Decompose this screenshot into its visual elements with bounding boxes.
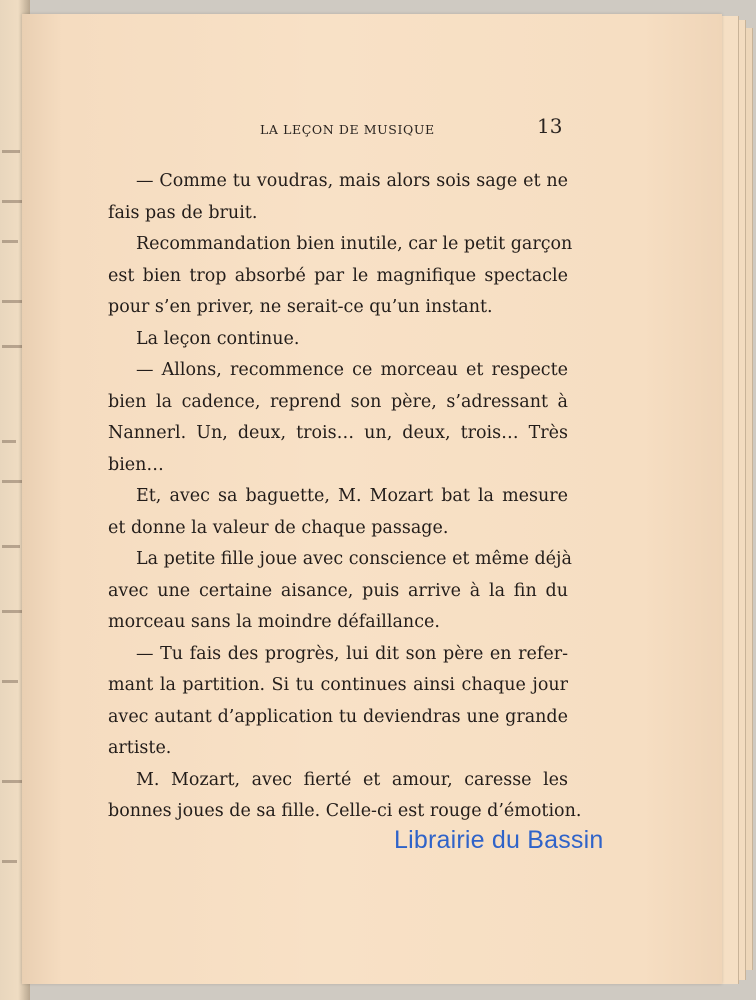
text-line: avec autant d’application tu deviendras une grande xyxy=(108,706,568,727)
bleed-mark xyxy=(2,860,17,863)
text-line: La petite fille joue avec conscience et même déjà xyxy=(136,549,572,569)
bleed-mark xyxy=(2,545,20,548)
text-line: — Tu fais des progrès, lui dit son père en refer- xyxy=(136,643,568,664)
text-line: — Comme tu voudras, mais alors sois sage et ne xyxy=(136,171,568,191)
text-line: La leçon continue. xyxy=(136,328,300,349)
text-line: morceau sans la moindre défaillance. xyxy=(108,612,440,632)
text-line: mant la partition. Si tu continues ainsi chaque jour xyxy=(108,675,568,695)
book-page xyxy=(22,14,722,984)
bleed-mark xyxy=(2,240,18,243)
text-line: — Allons, recommence ce morceau et respecte xyxy=(136,360,568,380)
text-line: Nannerl. Un, deux, trois… un, deux, trois… Très xyxy=(108,423,568,443)
text-line: avec une certaine aisance, puis arrive à la fin du xyxy=(108,580,568,601)
text-line: Recommandation bien inutile, car le petit garçon xyxy=(136,234,573,254)
text-line: est bien trop absorbé par le magnifique spectacle xyxy=(108,265,568,286)
text-line: bien… xyxy=(108,454,164,475)
watermark: Librairie du Bassin xyxy=(394,826,604,854)
text-line: bonnes joues de sa fille. Celle-ci est rouge d’émotion. xyxy=(108,801,582,821)
text-line: bien la cadence, reprend son père, s’adressant à xyxy=(108,391,568,412)
text-line: fais pas de bruit. xyxy=(108,202,258,223)
page-number: 13 xyxy=(537,114,563,138)
text-line: et donne la valeur de chaque passage. xyxy=(108,517,449,538)
bleed-mark xyxy=(2,480,24,483)
bleed-mark xyxy=(2,300,24,303)
text-line: artiste. xyxy=(108,738,172,758)
bleed-mark xyxy=(2,200,24,203)
bleed-mark xyxy=(2,780,24,783)
text-line: Et, avec sa baguette, M. Mozart bat la mesure xyxy=(136,486,568,506)
text-line: pour s’en priver, ne serait-ce qu’un instant. xyxy=(108,297,493,317)
bleed-mark xyxy=(2,150,20,153)
bleed-mark xyxy=(2,345,22,348)
body-text xyxy=(108,166,582,828)
bleed-mark xyxy=(2,610,24,613)
text-line: M. Mozart, avec fierté et amour, caresse les xyxy=(136,769,568,790)
bleed-mark xyxy=(2,680,18,683)
bleed-mark xyxy=(2,440,16,443)
running-head: LA LEÇON DE MUSIQUE xyxy=(260,122,435,137)
